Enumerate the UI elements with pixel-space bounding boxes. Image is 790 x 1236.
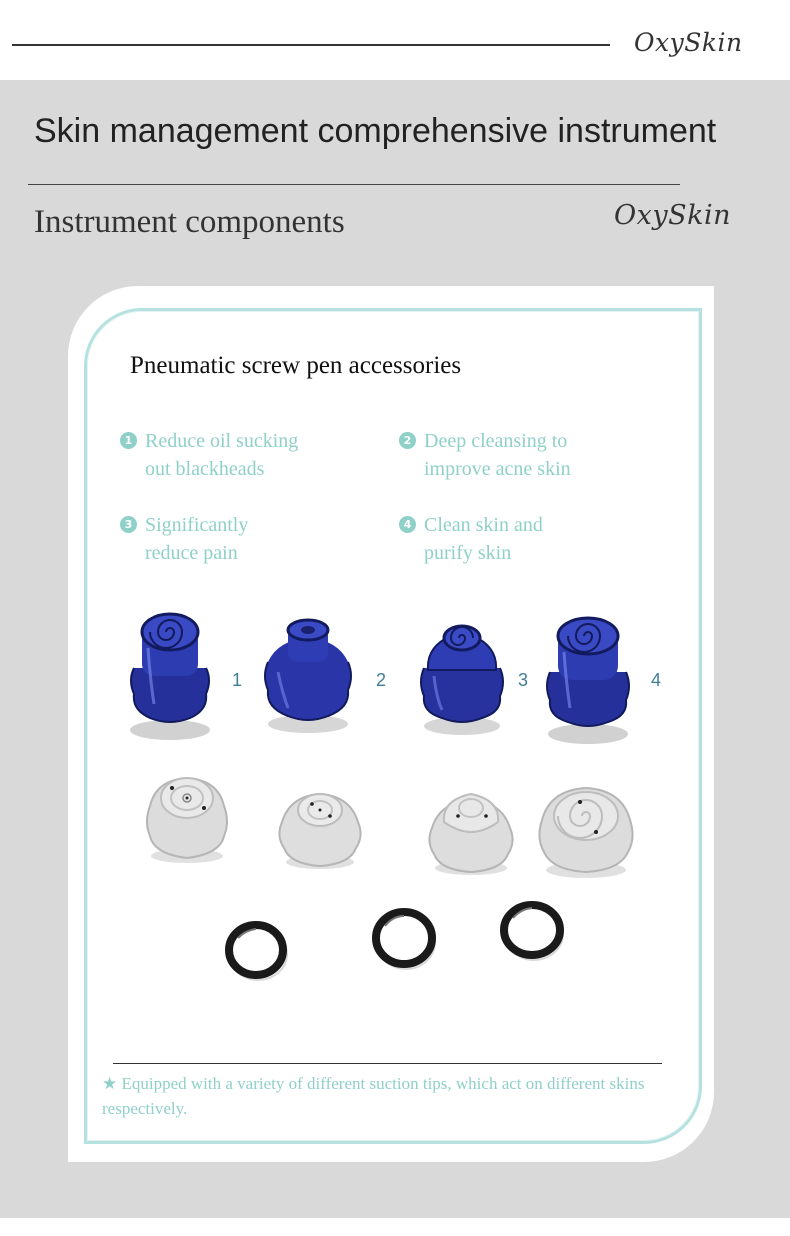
feature-item [120, 511, 335, 567]
number-badge: 4 [399, 516, 416, 533]
feature-item [120, 427, 335, 483]
feature-item [399, 427, 614, 483]
page-title: Skin management comprehensive instrument [34, 112, 717, 150]
blue-suction-tip-3-icon [412, 612, 512, 742]
feature-line: Clean skin and [424, 514, 543, 536]
number-badge: 2 [399, 432, 416, 449]
feature-line: reduce pain [145, 542, 238, 564]
section-subtitle: Instrument components [34, 204, 345, 240]
o-ring-1-icon [222, 918, 292, 984]
feature-text [424, 427, 614, 483]
feature-line: Significantly [145, 514, 249, 536]
tip-label: 4 [651, 670, 662, 690]
brand-logo-top: OxySkin [634, 28, 743, 57]
top-divider [12, 44, 610, 46]
number-badge: 1 [120, 432, 137, 449]
feature-line: Reduce oil sucking [145, 430, 299, 452]
blue-suction-tip-2-icon [258, 612, 358, 742]
white-suction-tip-1-icon [140, 766, 234, 866]
tip-label: 1 [232, 670, 243, 690]
blue-suction-tip-1-icon [120, 608, 220, 748]
o-ring-2-icon [368, 904, 440, 974]
number-badge: 3 [120, 516, 137, 533]
feature-line: improve acne skin [424, 458, 571, 480]
card-heading: Pneumatic screw pen accessories [130, 352, 462, 379]
feature-line: Deep cleansing to [424, 430, 568, 452]
title-divider [28, 184, 680, 185]
o-ring-3-icon [496, 898, 568, 966]
feature-item [399, 511, 614, 567]
white-suction-tip-2-icon [274, 776, 366, 872]
feature-text [424, 511, 614, 567]
feature-text [145, 427, 335, 483]
white-suction-tip-3-icon [424, 780, 518, 880]
blue-suction-tip-4-icon [538, 610, 638, 750]
note-divider [113, 1063, 662, 1064]
feature-line: out blackheads [145, 458, 265, 480]
brand-logo-section: OxySkin [614, 200, 731, 231]
tip-label: 2 [376, 670, 387, 690]
white-suction-tip-4-icon [534, 776, 638, 882]
feature-line: purify skin [424, 542, 512, 564]
feature-text [145, 511, 335, 567]
footnote: ★ Equipped with a variety of different suction tips, which act on different skins respectively. [102, 1074, 645, 1118]
tip-label: 3 [518, 670, 529, 690]
